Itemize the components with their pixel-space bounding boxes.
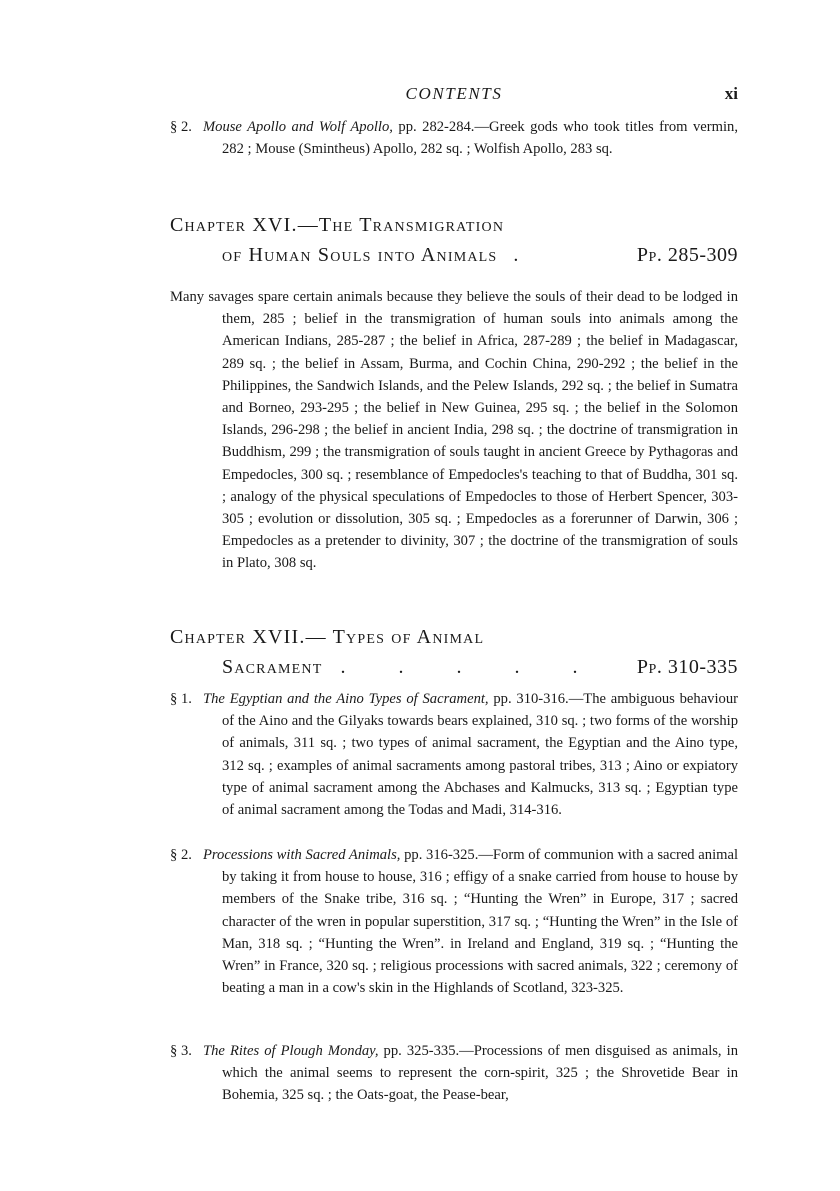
chapter-summary-xvi: Many savages spare certain animals because they believe the souls of their dead to be lodged in them, 285 ; belief in the transmigration of human souls into animals among the American Indians, 285-287 ; the belief in Africa, 287-289 ; the belief in Madagascar, 289 sq. ; the belief in Assam, Burma, and Cochin China, 290-292 ; the belief in the Philippines, the Sandwich Islands, and the Pelew Islands, 292 sq. ; the belief in Sumatra and Borneo, 293-295 ; the belief in New Guinea, 295 sq. ; the belief in the Solomon Islands, 296-298 ; the belief in ancient India, 298 sq. ; the doctrine of transmigration in Buddhism, 299 ; the transmigration of souls taught in ancient Greece by Pythagoras and Empedocles, 300 sq. ; resemblance of Empedocles's teaching to that of Buddha, 301 sq. ; analogy of the physical speculations of Empedocles to those of Herbert Spencer, 303-305 ; evolution or dissolution, 305 sq. ; Empedocles as a forerunner of Darwin, 306 ; Empedocles as a pretender to divinity, 307 ; the doctrine of the transmigration of souls in Plato, 308 sq. [170,289,738,572]
section-title: The Rites of Plough Monday, [203,1043,379,1059]
section-summary: pp. 316-325.—Form of communion with a sacred animal by taking it from house to house, 316 ; effigy of a snake carried from house to house by members of the Snake tribe, 316 sq. ; “Hunting the Wren” in Europe, 317 ; sacred character of the wren in popular superstition, 317 sq. ; “Hunting the Wren” in the Isle of Man, 318 sq. ; “Hunting the Wren”. in Ireland and England, 319 sq. ; “Hunting the Wren” in France, 320 sq. ; religious processions with sacred animals, 322 ; ceremony of beating a man in a cow's skin in the Highlands of Scotland, 323-325. [222,847,739,997]
chapter-title-line2-text: Sacrament [222,656,323,678]
chapter-heading-xvi [170,210,738,270]
leader-dot: . [513,244,520,266]
chapter-title-line2 [170,652,738,682]
section-entry-egyptian-aino [170,688,738,821]
section-title: The Egyptian and the Aino Types of Sacrament, [203,691,489,707]
section-summary: pp. 310-316.—The ambiguous behaviour of the Aino and the Gilyaks towards bears explained, 310 sq. ; two forms of the worship of animals, 311 sq. ; two types of animal sacrament, the Egyptian and the Aino type, 312 sq. ; examples of animal sacraments among pastoral tribes, 313 ; Aino or expiatory type of animal sacrament among the Abchases and Kalmucks, 313 sq. ; Egyptian type of animal sacrament among the Todas and Madi, 314-316. [222,691,738,819]
chapter-title-line2-text: of Human Souls into Animals [222,244,498,266]
running-head [170,84,738,108]
section-entry-body [170,844,738,999]
chapter-title-line1: Chapter XVII.— Types of Animal [170,626,485,648]
section-number: § 1. [170,691,192,707]
section-number: § 3. [170,1043,192,1059]
section-title: Mouse Apollo and Wolf Apollo, [203,119,393,135]
chapter-page-range: Pp. 310-335 [636,656,738,678]
section-summary: pp. 282-284.—Greek gods who took titles from vermin, 282 ; Mouse (Smintheus) Apollo, 282 sq. ; Wolfish Apollo, 283 sq. [222,119,738,158]
page-number: xi [724,84,738,103]
section-summary: pp. 325-335.—Processions of men disguised as animals, in which the animal seems to represent the corn-spirit, 325 ; the Shrovetide Bear in Bohemia, 325 sq. ; the Oats-goat, the Pease-bear, [222,1043,738,1104]
section-entry-plough-monday [170,1040,738,1107]
section-entry-mouse-apollo [170,116,738,160]
leader-dots: . . . . . [340,656,602,678]
chapter-title-line1: Chapter XVI.—The Transmigration [170,214,505,236]
section-number: § 2. [170,847,192,863]
chapter-title-line2 [170,240,738,270]
section-entry-body [170,1040,738,1107]
running-title: CONTENTS [405,84,503,103]
chapter-heading-xvii [170,622,738,682]
chapter-page-range: Pp. 285-309 [636,244,738,266]
section-entry-body [170,688,738,821]
section-title: Processions with Sacred Animals, [203,847,401,863]
section-entry-processions [170,844,738,999]
section-entry-body [170,116,738,160]
section-number: § 2. [170,119,192,135]
